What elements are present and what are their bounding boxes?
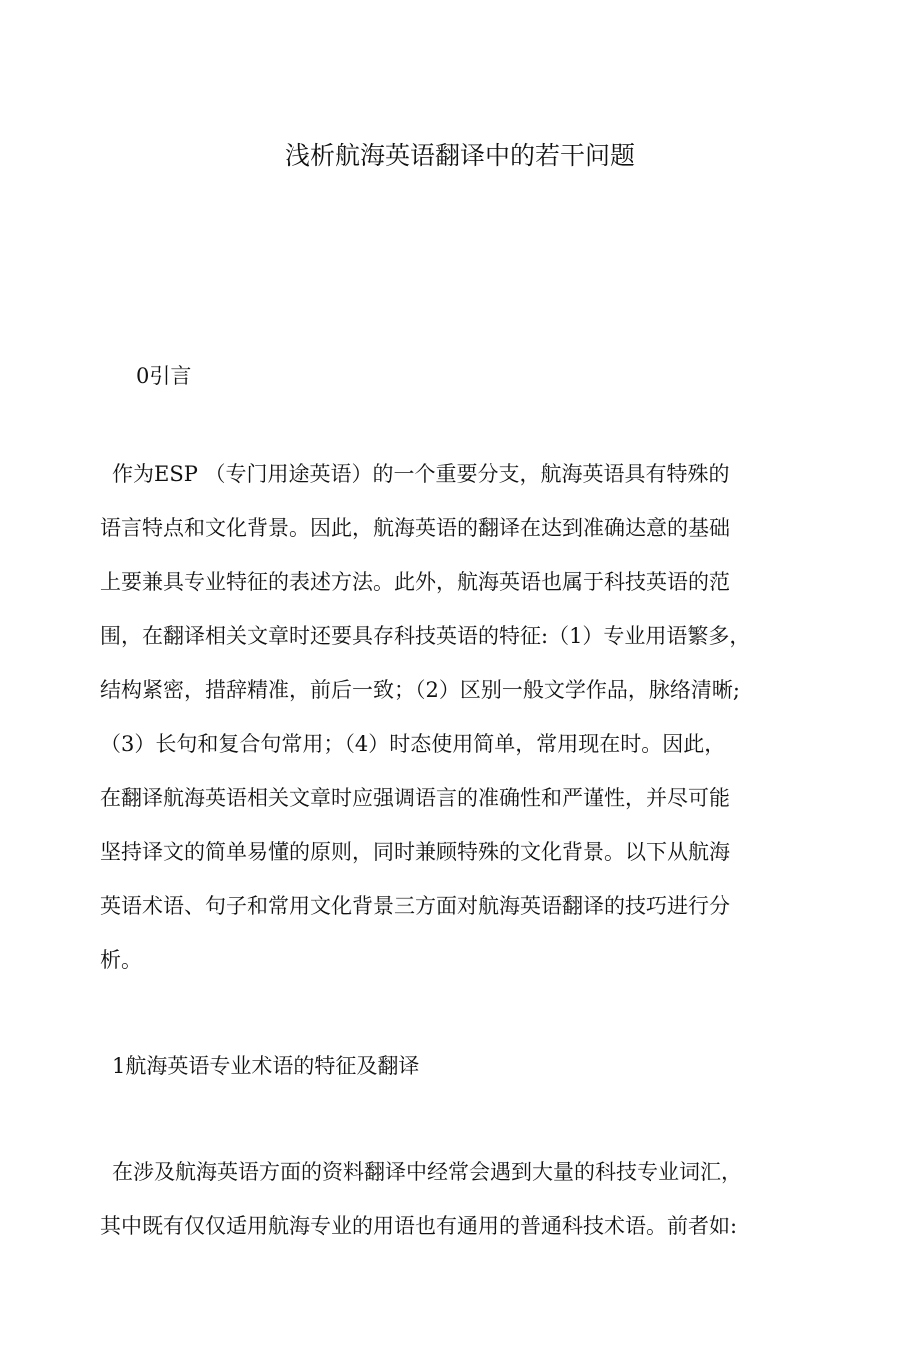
section-heading-introduction: 0引言 — [136, 364, 192, 388]
paragraph-line: 其中既有仅仅适用航海专业的用语也有通用的普通科技术语。前者如: — [100, 1214, 738, 1238]
paragraph-introduction — [100, 459, 820, 999]
paragraph-line: 结构紧密，措辞精准，前后一致；（2）区别一般文学作品，脉络清晰; — [100, 678, 740, 702]
paragraph-line: 析。 — [100, 948, 142, 972]
paragraph-terminology — [100, 1157, 820, 1265]
section-heading-terminology: 1航海英语专业术语的特征及翻译 — [112, 1054, 420, 1078]
paragraph-line: 语言特点和文化背景。因此，航海英语的翻译在达到准确达意的基础 — [100, 516, 730, 540]
paragraph-line: 作为ESP （专门用途英语）的一个重要分支，航海英语具有特殊的 — [112, 462, 730, 486]
paragraph-line: 英语术语、句子和常用文化背景三方面对航海英语翻译的技巧进行分 — [100, 894, 730, 918]
paragraph-line: 上要兼具专业特征的表述方法。此外，航海英语也属于科技英语的范 — [100, 570, 730, 594]
paragraph-line: 坚持译文的简单易懂的原则，同时兼顾特殊的文化背景。以下从航海 — [100, 840, 730, 864]
paragraph-line: 在涉及航海英语方面的资料翻译中经常会遇到大量的科技专业词汇， — [112, 1160, 742, 1184]
paragraph-line: 围，在翻译相关文章时还要具存科技英语的特征:（1）专业用语繁多， — [100, 624, 751, 648]
paragraph-line: （3）长句和复合句常用；（4）时态使用简单，常用现在时。因此， — [100, 732, 726, 756]
paragraph-line: 在翻译航海英语相关文章时应强调语言的准确性和严谨性，并尽可能 — [100, 786, 730, 810]
document-title: 浅析航海英语翻译中的若干问题 — [284, 141, 635, 170]
